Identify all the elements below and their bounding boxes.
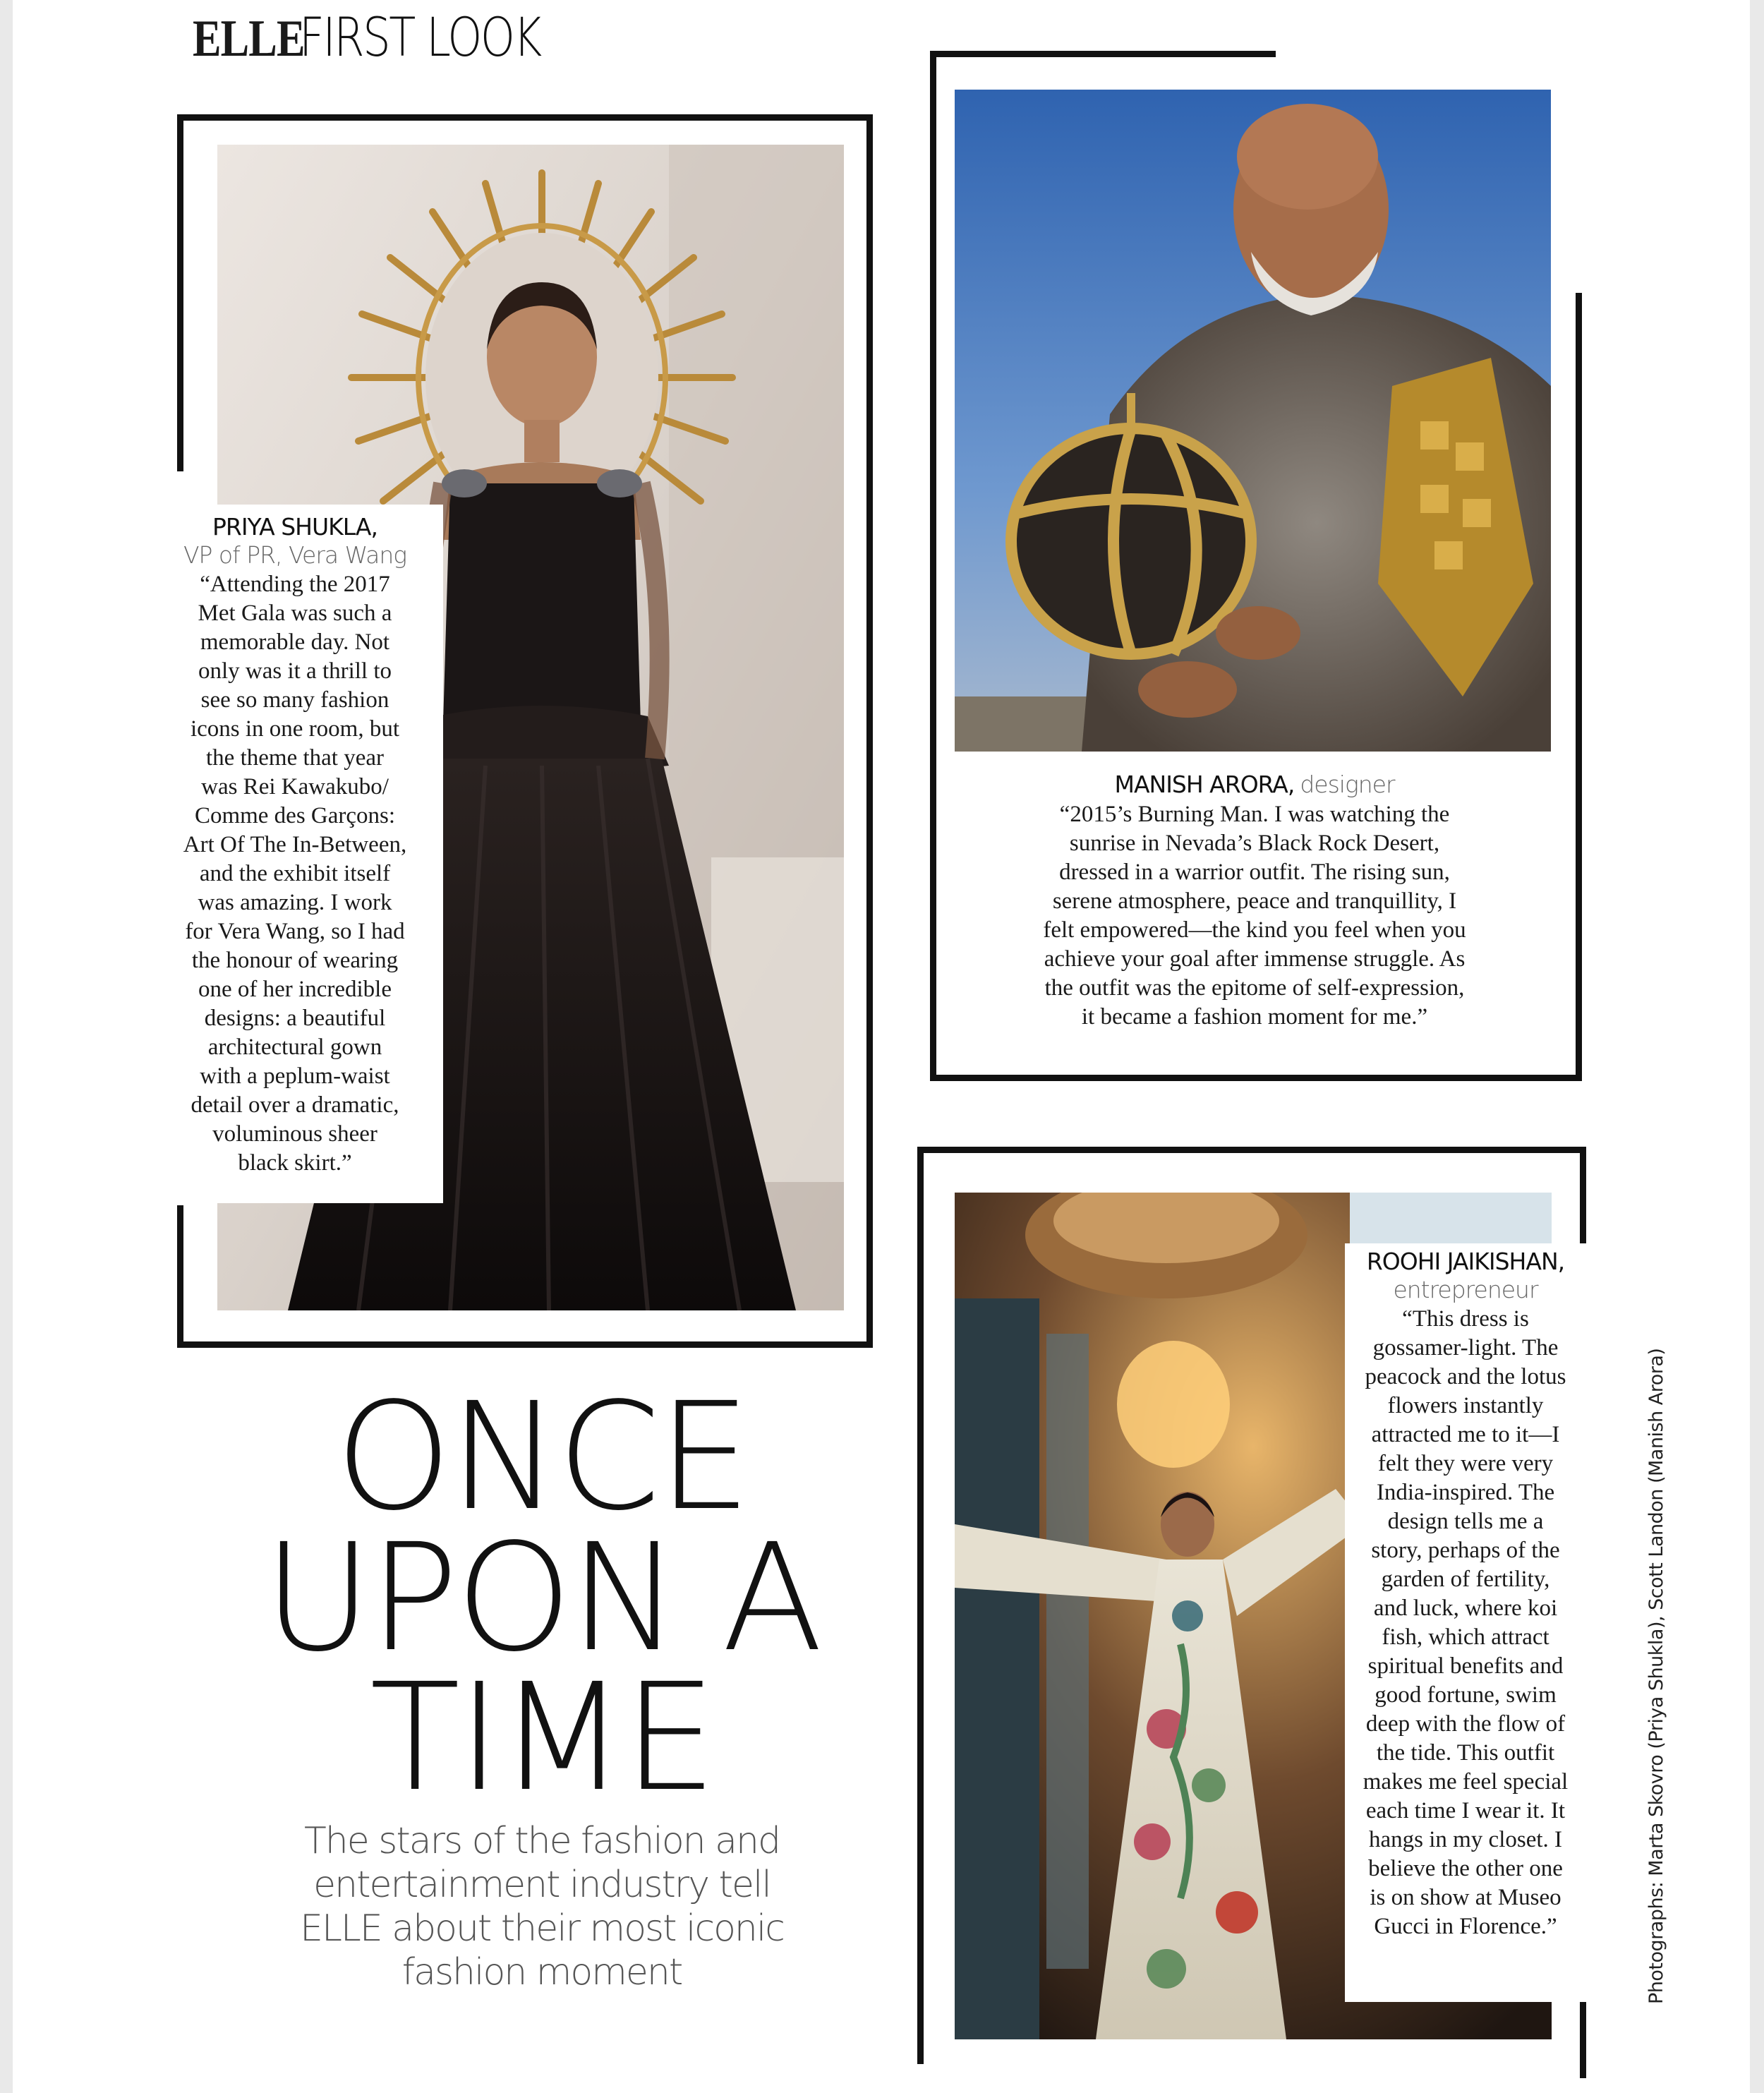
manish-frame-left xyxy=(930,51,936,1081)
headline xyxy=(203,1370,881,1824)
profile-role: designer xyxy=(1300,771,1395,798)
magazine-brand: ELLE xyxy=(193,10,305,68)
profile-quote: “This dress is gossamer-light. The peacock and the lotus flowers instantly attracted me to it—I felt they were very India-inspired. The design tells me a story, perhaps of the garden of fertility, and luck, where koi fish, which attract spiritual benefits and good fortune, swim deep with the flow of the tide. This outfit makes me feel special each time I wear it. It hangs in my closet. I believe the other one is on show at Museo Gucci in Florence.” xyxy=(1363,1306,1569,1940)
manish-frame-right xyxy=(1576,293,1582,1081)
roohi-frame-left xyxy=(917,1147,924,2064)
profile-name: ROOHI JAIKISHAN, xyxy=(1366,1248,1565,1275)
profile-role: entrepreneur xyxy=(1393,1275,1538,1303)
profile-name: MANISH ARORA, xyxy=(1114,771,1295,798)
profile-quote: “2015’s Burning Man. I was watching the sunrise in Nevada’s Black Rock Desert, dressed in a warrior outfit. The rising sun, serene atmosphere, peace and tranquillity, I felt empowered—the kind you feel when you achieve your goal after immense struggle. As the outfit was the epitome of self-expression, it became a fashion moment for me.” xyxy=(1043,801,1466,1030)
profile-heading xyxy=(958,771,1551,799)
profile-name: PRIYA SHUKLA, xyxy=(212,513,377,541)
manish-frame-bottom xyxy=(930,1075,1582,1081)
photo-credit: Photographs: Marta Skovro (Priya Shukla), Scott Landon (Manish Arora) xyxy=(1645,1348,1667,2004)
roohi-frame-top xyxy=(917,1147,1586,1153)
page-header xyxy=(193,6,593,76)
magazine-page xyxy=(13,0,1750,2093)
profile-quote: “Attending the 2017 Met Gala was such a memorable day. Not only was it a thrill to see so many fashion icons in one room, but the theme that year was Rei Kawakubo/ Comme des Garçons: Art Of The In-Between, and the exhibit itself was amazing. I work for Vera Wang, so I had the honour of wearing one of her incredible designs: a beautiful architectural gown with a peplum-waist detail over a dramatic, voluminous sheer black skirt.” xyxy=(183,572,407,1176)
profile-role: VP of PR, Vera Wang xyxy=(183,541,407,569)
section-title: FIRST LOOK xyxy=(299,6,541,68)
headline-dek: The stars of the fashion and entertainment industry tell ELLE about their most iconic fashion moment xyxy=(300,1820,784,1994)
manish-frame-top xyxy=(930,51,1276,57)
priya-caption xyxy=(147,505,443,1203)
manish-caption xyxy=(958,771,1551,1053)
headline-line-3: TIME xyxy=(369,1651,715,1824)
manish-arora-photo xyxy=(955,90,1551,752)
headline-line-2: UPON A xyxy=(263,1512,821,1684)
roohi-caption xyxy=(1345,1243,1586,2002)
headline-line-1: ONCE xyxy=(335,1370,749,1543)
